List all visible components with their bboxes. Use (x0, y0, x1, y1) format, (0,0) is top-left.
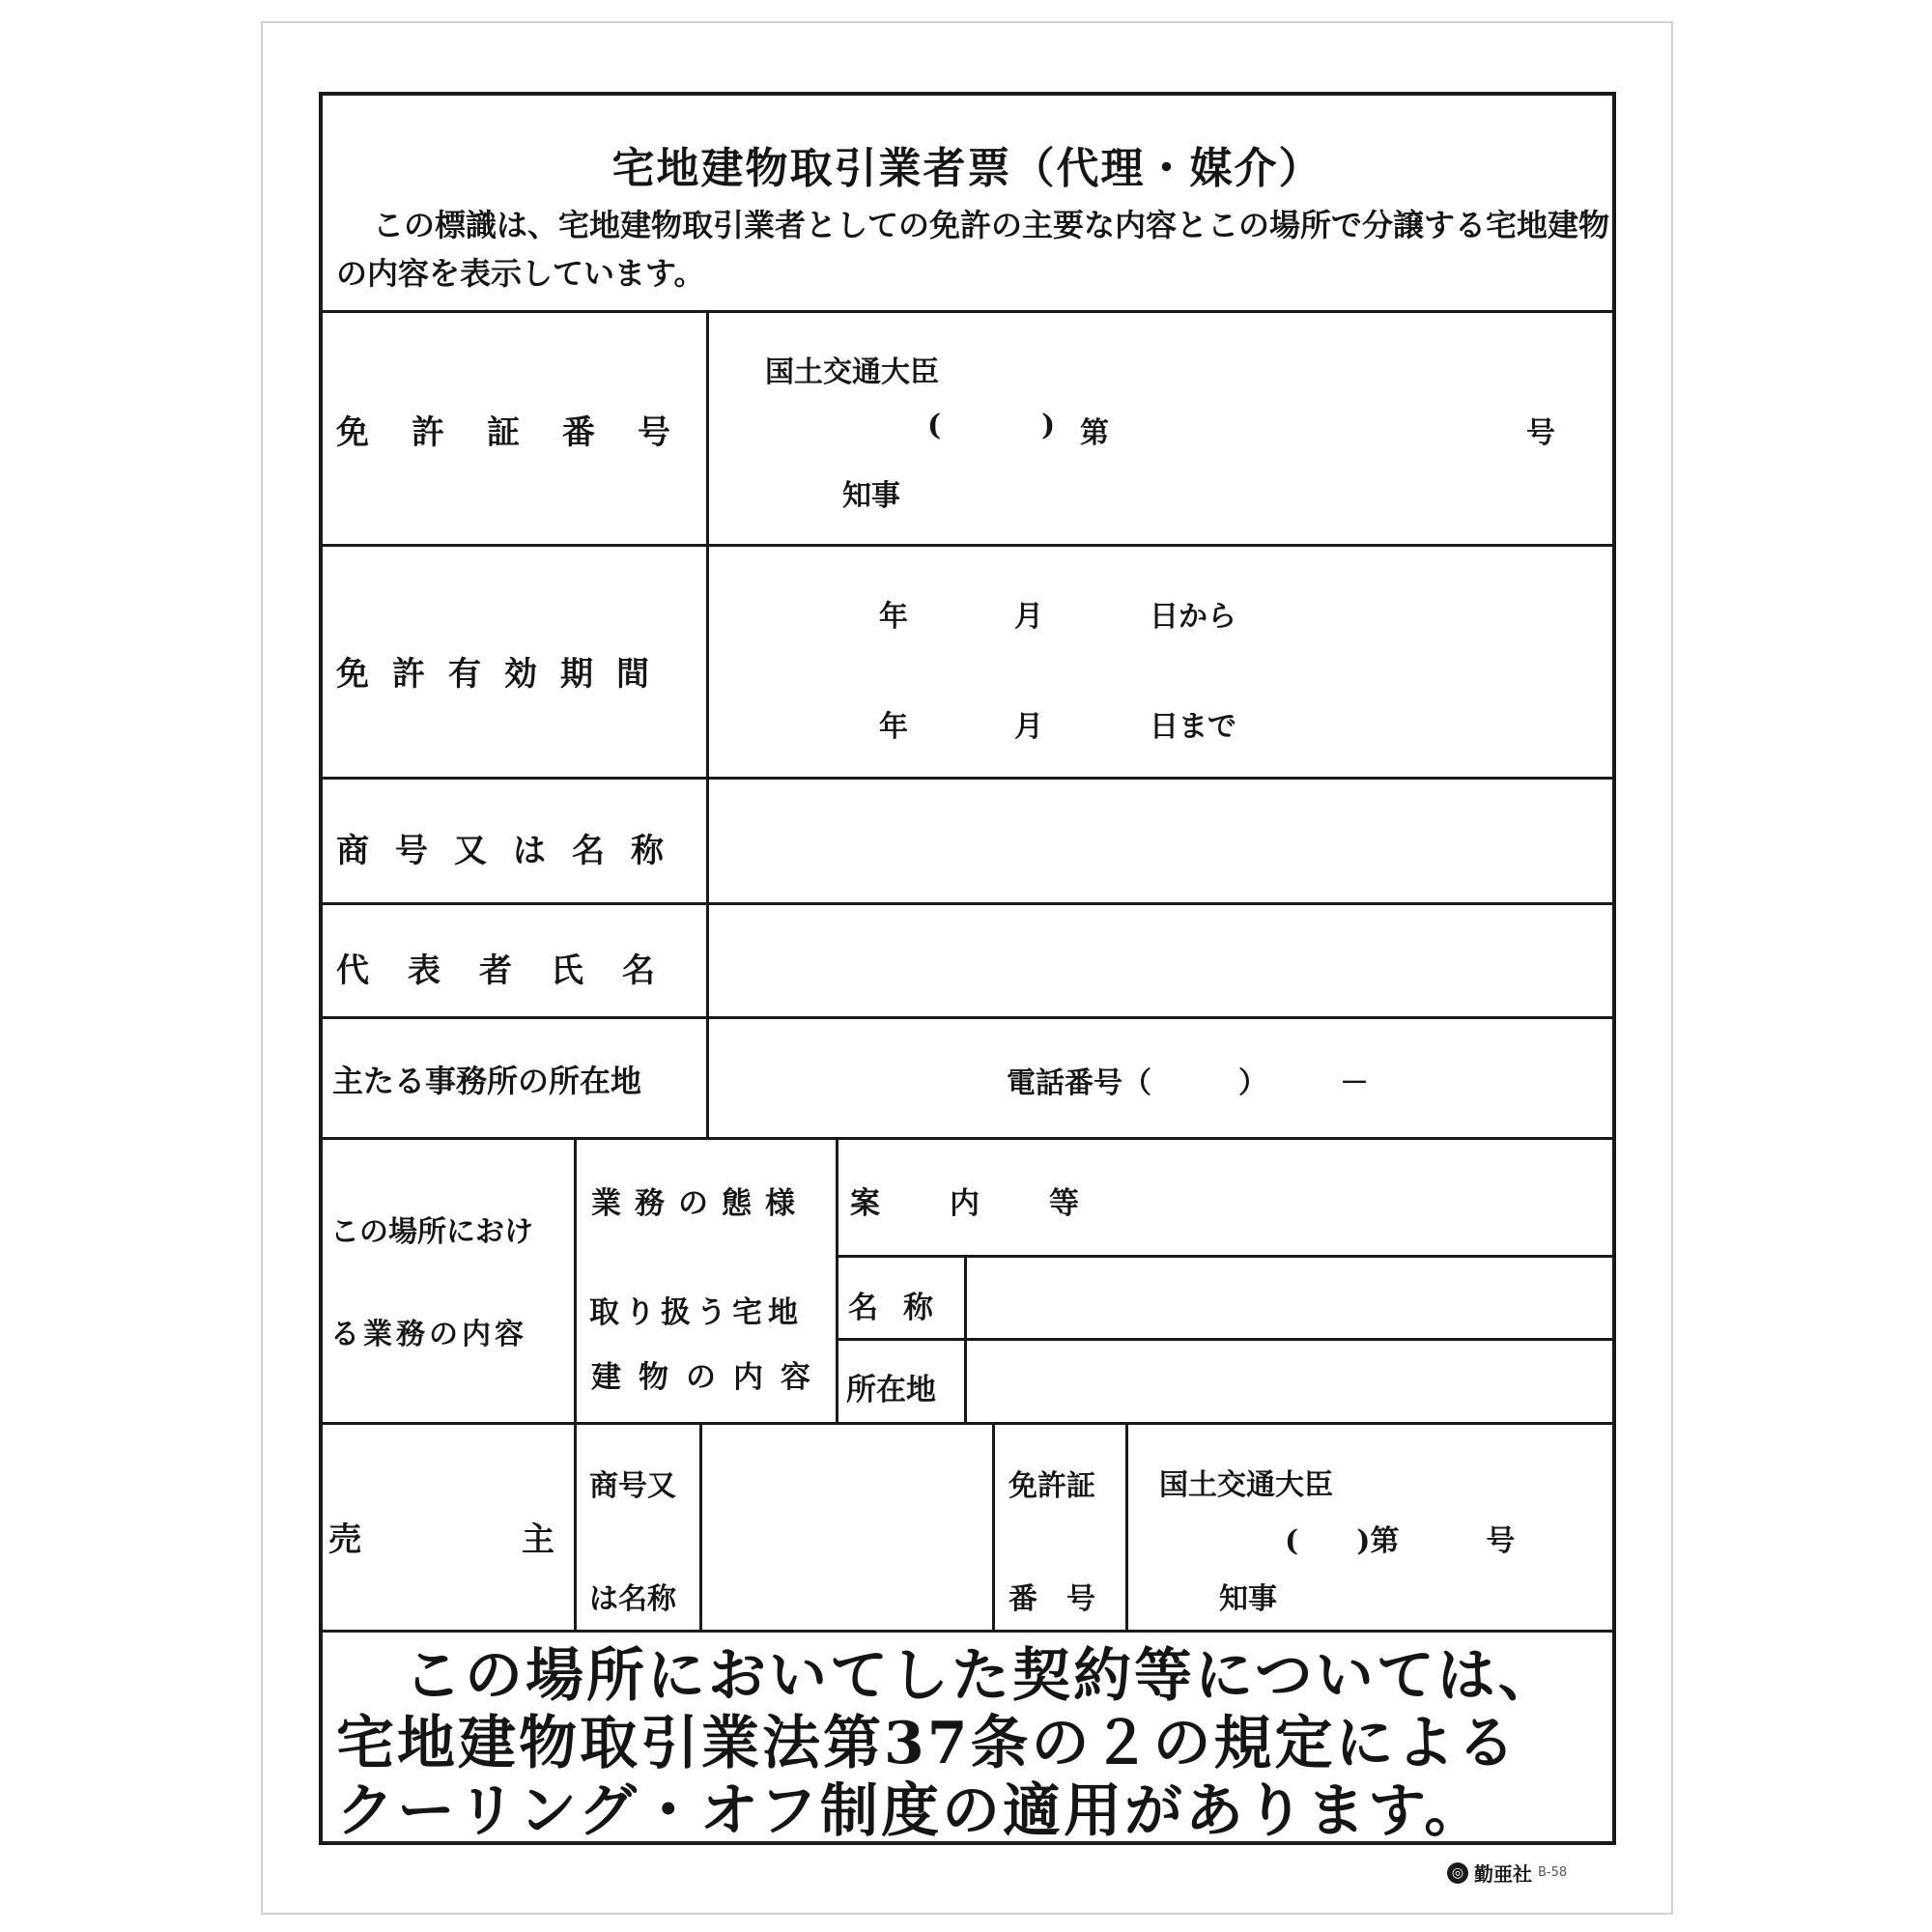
seller-license-line2: 番号 (1009, 1582, 1124, 1616)
form-intro: この標識は、宅地建物取引業者としての免許の主要な内容とこの場所で分譲する宅地建物の内容を表示しています。 (336, 207, 1610, 292)
rule-license (319, 544, 1616, 547)
rule-office (319, 1137, 1616, 1140)
maker-name: 勤亜社 (1474, 1862, 1532, 1886)
validity-until-day: 日まで (1150, 710, 1236, 744)
seller-number-line: ( )第 号 (1285, 1524, 1516, 1558)
main-office-phone: 電話番号（ ） － (1007, 1066, 1369, 1100)
license-governor: 知事 (842, 479, 900, 513)
cooling-off-notice (336, 1642, 1602, 1845)
col-divider-seller-number (1125, 1422, 1128, 1630)
rule-validity (319, 777, 1616, 780)
rule-business (319, 1422, 1616, 1425)
validity-from-year: 年 (879, 600, 908, 634)
business-mode-value: 案内等 (850, 1186, 1149, 1221)
validity-label: 免許有効期間 (336, 655, 672, 694)
business-label-line1: この場所におけ (330, 1215, 533, 1249)
license-go: 号 (1526, 416, 1555, 450)
property-name-label: 名称 (848, 1291, 958, 1325)
main-office-label: 主たる事務所の所在地 (332, 1063, 642, 1099)
notice-line3: クーリング・オフ制度の適用があります。 (336, 1777, 1486, 1845)
validity-from-month: 月 (1014, 600, 1043, 634)
license-number-label-text: 免許証番号 (336, 413, 713, 452)
license-minister: 国土交通大臣 (765, 355, 939, 389)
rule-representative (319, 1016, 1616, 1019)
seller-trade-name-line1: 商号又 (589, 1469, 676, 1503)
seller-label-text: 売主 (328, 1520, 715, 1559)
property-label-line1: 取り扱う宅地 (589, 1295, 804, 1330)
seller-minister: 国土交通大臣 (1159, 1468, 1333, 1502)
property-label-line2: 建物の内容 (591, 1360, 828, 1395)
license-paren-open: ( (927, 409, 942, 442)
validity-until-year: 年 (879, 710, 908, 744)
maker-code: B-58 (1538, 1865, 1568, 1880)
seller-trade-name-line2: は名称 (589, 1582, 676, 1616)
license-paren-close: ) (1041, 409, 1056, 442)
business-label-line2: る業務の内容 (330, 1318, 527, 1351)
business-mode-label: 業務の態様 (591, 1186, 809, 1221)
col-divider-mid (836, 1137, 838, 1422)
rule-mode (837, 1255, 1616, 1258)
seller-license-line1: 免許証 (1009, 1469, 1095, 1503)
form-title: 宅地建物取引業者票（代理・媒介） (611, 144, 1323, 193)
notice-line2: 宅地建物取引業法第37条の２の規定による (336, 1710, 1519, 1777)
notice-line1: この場所においてした契約等については、 (404, 1642, 1559, 1710)
col-divider-seller-license (992, 1422, 995, 1630)
seller-governor: 知事 (1219, 1582, 1277, 1616)
rule-header (319, 310, 1616, 313)
license-number-label (336, 406, 713, 453)
validity-from-day: 日から (1150, 600, 1236, 634)
license-dai: 第 (1080, 416, 1109, 450)
property-location-label: 所在地 (846, 1373, 936, 1407)
seller-label (328, 1513, 715, 1560)
maker-logo-icon: ◎ (1447, 1862, 1468, 1884)
rule-trade-name (319, 902, 1616, 905)
rule-seller (319, 1630, 1616, 1633)
trade-name-label: 商号又は名称 (336, 832, 690, 870)
maker-mark (1447, 1859, 1567, 1887)
validity-until-month: 月 (1014, 710, 1043, 744)
col-divider-name (964, 1255, 967, 1422)
rule-name (837, 1338, 1616, 1341)
representative-label: 代表者氏名 (336, 952, 694, 990)
